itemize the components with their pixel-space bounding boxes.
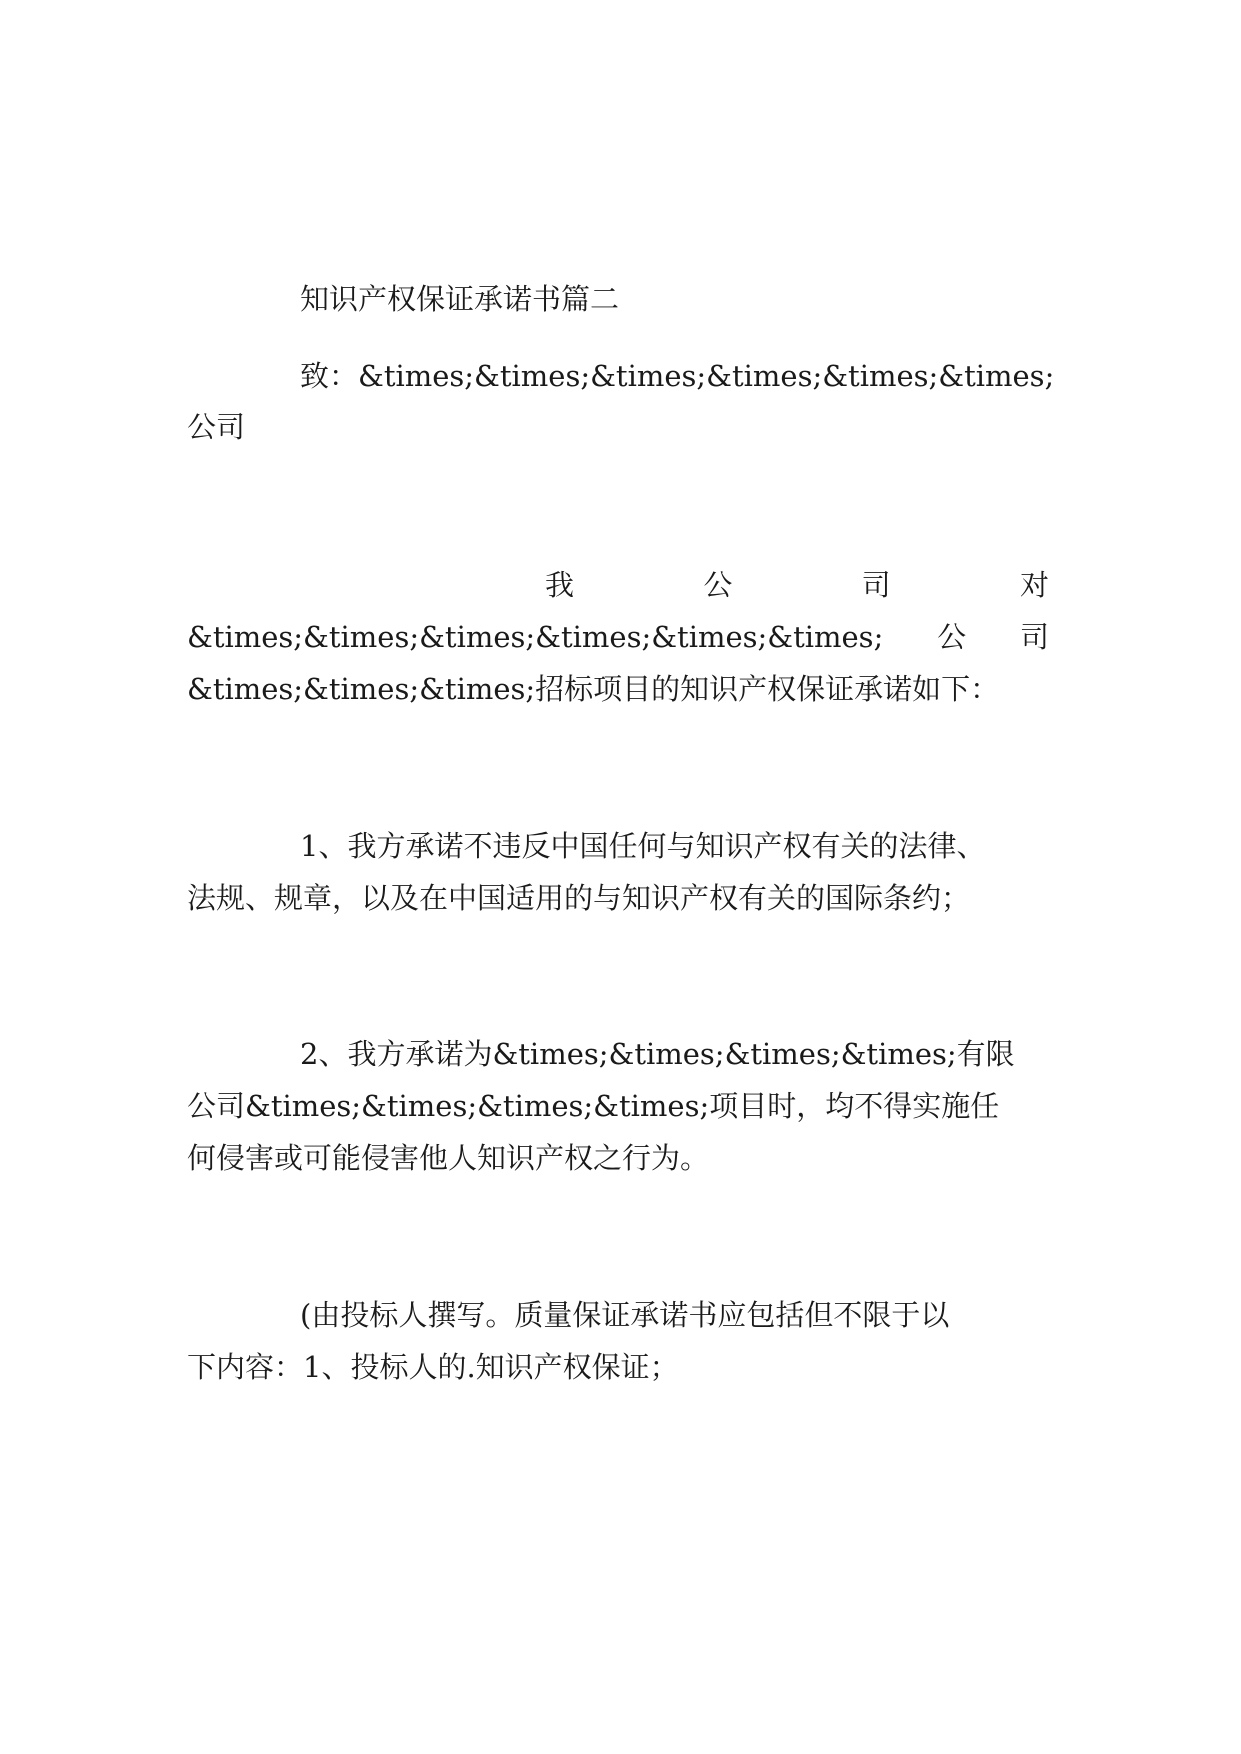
intro-char-1: 我 xyxy=(545,568,575,602)
item-2-line-2: 公司&times;&times;&times;&times;项目时，均不得实施任 xyxy=(187,1089,1000,1123)
addressee-line-2: 公司 xyxy=(187,410,246,444)
intro-line-2-char-a: 公 xyxy=(937,620,967,654)
intro-char-2: 公 xyxy=(703,568,733,602)
note-line-2: 下内容：1、投标人的.知识产权保证； xyxy=(187,1350,679,1384)
item-1-line-2: 法规、规章，以及在中国适用的与知识产权有关的国际条约； xyxy=(187,881,971,915)
item-2-line-1: 2、我方承诺为&times;&times;&times;&times;有限 xyxy=(300,1037,1015,1071)
intro-char-3: 司 xyxy=(861,568,891,602)
intro-line-2 xyxy=(187,617,1049,657)
addressee-line-1: 致：&times;&times;&times;&times;&times;&times; xyxy=(300,359,1055,393)
item-2-line-3: 何侵害或可能侵害他人知识产权之行为。 xyxy=(187,1141,710,1175)
intro-char-4: 对 xyxy=(1019,568,1049,602)
intro-line-3: &times;&times;&times;招标项目的知识产权保证承诺如下： xyxy=(187,672,1000,706)
intro-line-2-placeholder: &times;&times;&times;&times;&times;&times; xyxy=(187,620,884,654)
item-1-line-1: 1、我方承诺不违反中国任何与知识产权有关的法律、 xyxy=(300,829,986,863)
intro-line-2-char-b: 司 xyxy=(1019,620,1049,654)
note-line-1: (由投标人撰写。质量保证承诺书应包括但不限于以 xyxy=(300,1298,950,1332)
intro-line-1 xyxy=(545,565,1049,605)
document-title: 知识产权保证承诺书篇二 xyxy=(300,282,620,316)
